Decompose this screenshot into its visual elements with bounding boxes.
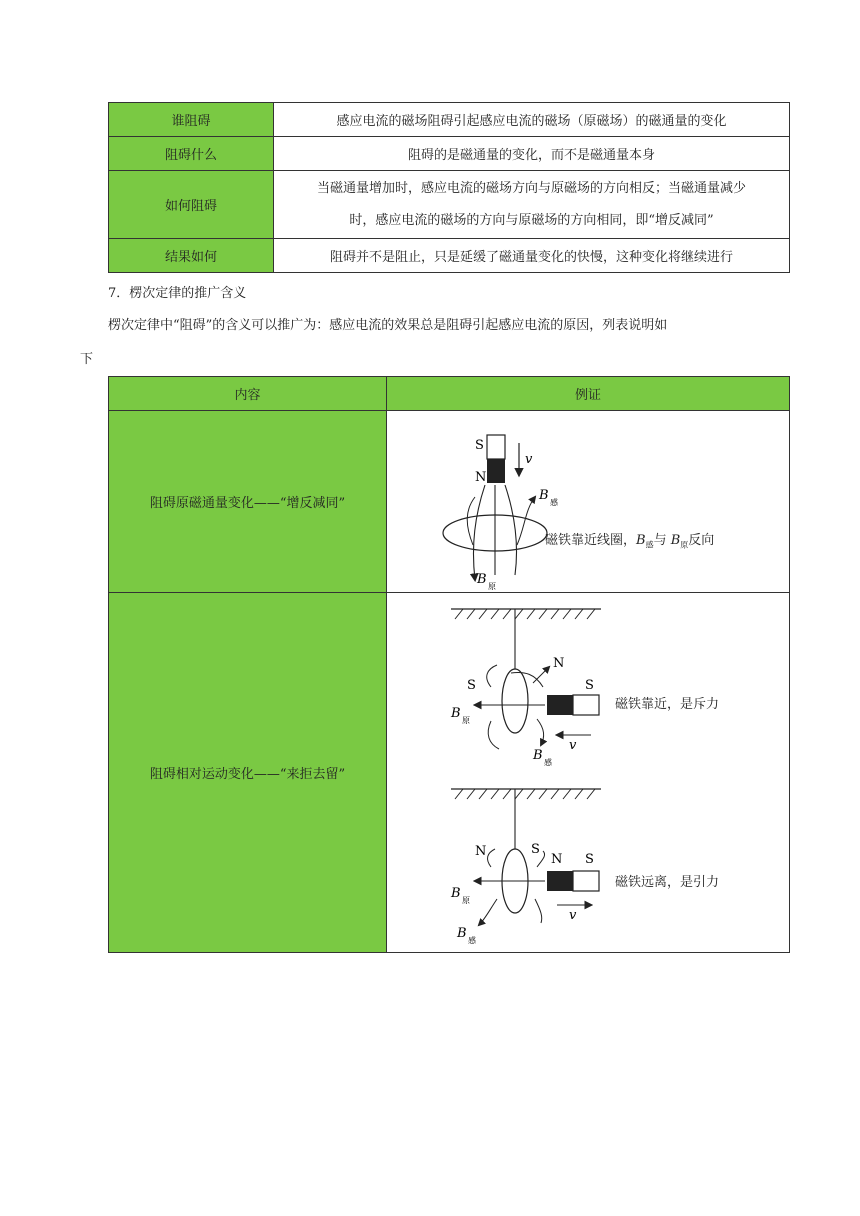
label-n: N (553, 656, 565, 671)
caption-s1: 感 (645, 540, 654, 550)
magnet-approaching-coil-figure (425, 415, 595, 591)
label-b-yuan: B (477, 572, 487, 587)
label-yuan-sub: 原 (462, 896, 470, 905)
label-gan-sub: 感 (544, 758, 552, 767)
label-gan-sub: 感 (468, 936, 476, 945)
header-example: 例证 (387, 377, 790, 411)
row-content: 阻碍并不是阻止，只是延缓了磁通量变化的快慢，这种变化将继续进行 (274, 239, 790, 273)
table-row (109, 593, 790, 953)
label-yuan-sub: 原 (488, 582, 496, 591)
label-s: S (531, 842, 540, 857)
table-row (109, 103, 790, 137)
row-label: 结果如何 (109, 239, 274, 273)
table-row (109, 411, 790, 593)
caption-post: 反向 (688, 533, 715, 548)
label-v: v (569, 908, 577, 923)
row-label: 如何阻碍 (109, 171, 274, 239)
content-line: 当磁通量增加时，感应电流的磁场方向与原磁场的方向相反；当磁通量减少 (316, 180, 746, 196)
caption-b2: B (670, 533, 681, 548)
row-label: 阻碍相对运动变化——“来拒去留” (109, 593, 387, 953)
caption-text: 磁铁靠近线圈， (545, 533, 637, 548)
label-yuan-sub: 原 (462, 716, 470, 725)
label-b-yuan: B (451, 886, 461, 901)
label-gan-sub: 感 (550, 498, 558, 507)
label-v: v (525, 452, 533, 467)
label-n: N (551, 852, 563, 867)
row-content (274, 171, 790, 239)
caption-mid: 与 (653, 533, 671, 548)
caption-approach: 磁铁靠近，是斥力 (615, 697, 720, 712)
label-s: S (585, 678, 594, 693)
label-b-gan: B (533, 748, 543, 763)
example-cell (387, 411, 790, 593)
example-caption (545, 529, 714, 551)
example-cell (387, 593, 790, 953)
summary-table (108, 102, 790, 273)
examples-table (108, 376, 790, 953)
label-v: v (569, 738, 577, 753)
label-s: S (585, 852, 594, 867)
section-intro-cont: 下 (80, 352, 94, 367)
label-b-gan: B (457, 926, 467, 941)
caption-b1: B (636, 533, 646, 548)
table-header-row (109, 377, 790, 411)
magnet-approaching-ring-figure (445, 599, 615, 769)
label-b-gan: B (539, 488, 549, 503)
label-s: S (467, 678, 476, 693)
table-row (109, 171, 790, 239)
label-b-yuan: B (451, 706, 461, 721)
row-label: 谁阻碍 (109, 103, 274, 137)
content-line: 时，感应电流的磁场的方向与原磁场的方向相同，即“增反减同” (349, 212, 714, 228)
label-s: S (475, 438, 484, 453)
magnet-receding-ring-figure (445, 779, 615, 949)
table-row (109, 239, 790, 273)
section-intro: 楞次定律中“阻碍”的含义可以推广为：感应电流的效果总是阻碍引起感应电流的原因，列表说明如 (108, 318, 668, 333)
row-content: 感应电流的磁场阻碍引起感应电流的磁场（原磁场）的磁通量的变化 (274, 103, 790, 137)
section-heading: 7．楞次定律的推广含义 (108, 286, 247, 301)
row-label: 阻碍什么 (109, 137, 274, 171)
row-content: 阻碍的是磁通量的变化，而不是磁通量本身 (274, 137, 790, 171)
label-n: N (475, 470, 487, 485)
row-label: 阻碍原磁通量变化——“增反减同” (109, 411, 387, 593)
header-content: 内容 (109, 377, 387, 411)
caption-recede: 磁铁远离，是引力 (615, 875, 720, 890)
label-n: N (475, 844, 487, 859)
caption-s2: 原 (680, 540, 689, 550)
table-row (109, 137, 790, 171)
